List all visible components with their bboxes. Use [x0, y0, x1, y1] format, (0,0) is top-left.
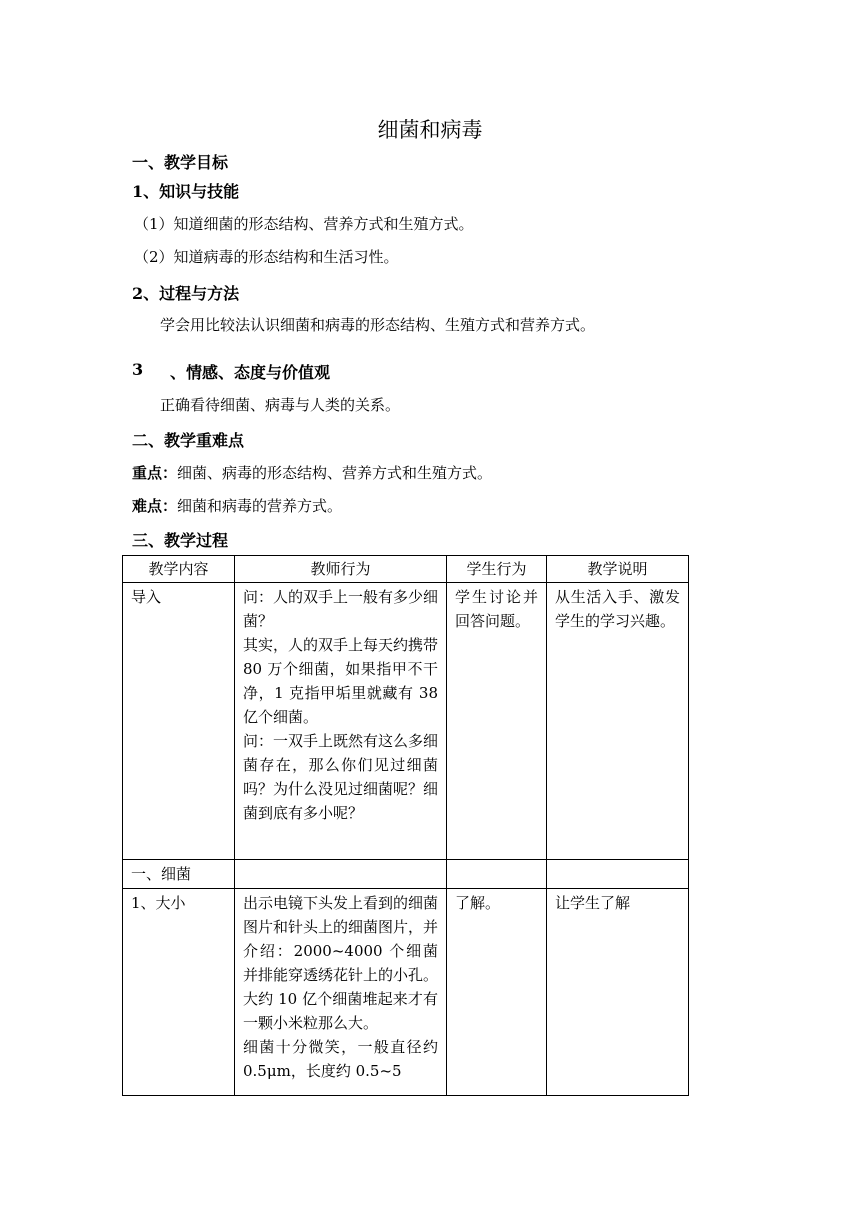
emotion-heading: 、情感、态度与价值观	[170, 363, 331, 382]
knowledge-item-1: （1）知道细菌的形态结构、营养方式和生殖方式。	[134, 215, 474, 233]
cell-student: 学生讨论并回答问题。	[447, 583, 547, 860]
header-teacher: 教师行为	[235, 556, 447, 583]
cell-teacher: 问：人的双手上一般有多少细菌？ 其实，人的双手上每天约携带 80 万个细菌，如果指甲不干净，1 克指甲垢里就藏有 38 亿个细菌。 问：一双手上既然有这么多细菌存在，那么你们见过细菌吗？为什么没见过细菌呢？细菌到底有多小呢？	[235, 583, 447, 860]
teaching-process-table	[122, 555, 689, 1096]
cell-teacher: 出示电镜下头发上看到的细菌图片和针头上的细菌图片，并介绍：2000~4000 个细菌并排能穿透绣花针上的小孔。大约 10 亿个细菌堆起来才有一颗小米粒那么大。 细菌十分微笑，一般直径约 0.5μm，长度约 0.5~5	[235, 889, 447, 1096]
focus-text: 细菌、病毒的形态结构、营养方式和生殖方式。	[177, 464, 493, 482]
process-text: 学会用比较法认识细菌和病毒的形态结构、生殖方式和营养方式。	[160, 316, 596, 334]
table-row	[123, 889, 689, 1096]
keypoints-heading: 二、教学重难点	[132, 431, 245, 450]
difficulty-label: 难点：	[132, 497, 178, 515]
process-heading: 2、过程与方法	[132, 284, 240, 303]
cell-content: 一、细菌	[123, 860, 235, 889]
cell-student: 了解。	[447, 889, 547, 1096]
focus-label: 重点：	[132, 464, 178, 482]
focus-line	[132, 462, 492, 483]
table-row	[123, 583, 689, 860]
cell-note: 让学生了解	[547, 889, 689, 1096]
header-content: 教学内容	[123, 556, 235, 583]
cell-student	[447, 860, 547, 889]
emotion-number: 3	[132, 360, 144, 379]
header-note: 教学说明	[547, 556, 689, 583]
knowledge-item-2: （2）知道病毒的形态结构和生活习性。	[134, 248, 399, 266]
process-section-heading: 三、教学过程	[132, 531, 229, 550]
document-title: 细菌和病毒	[377, 118, 483, 142]
table-row	[123, 860, 689, 889]
difficulty-line	[132, 495, 342, 516]
emotion-text: 正确看待细菌、病毒与人类的关系。	[160, 396, 401, 414]
knowledge-heading: 1、知识与技能	[132, 182, 240, 201]
cell-note: 从生活入手、激发学生的学习兴趣。	[547, 583, 689, 860]
cell-content: 导入	[123, 583, 235, 860]
table-header-row	[123, 556, 689, 583]
difficulty-text: 细菌和病毒的营养方式。	[177, 497, 343, 515]
header-student: 学生行为	[447, 556, 547, 583]
cell-teacher	[235, 860, 447, 889]
goals-heading: 一、教学目标	[132, 153, 229, 172]
cell-content: 1、大小	[123, 889, 235, 1096]
cell-note	[547, 860, 689, 889]
